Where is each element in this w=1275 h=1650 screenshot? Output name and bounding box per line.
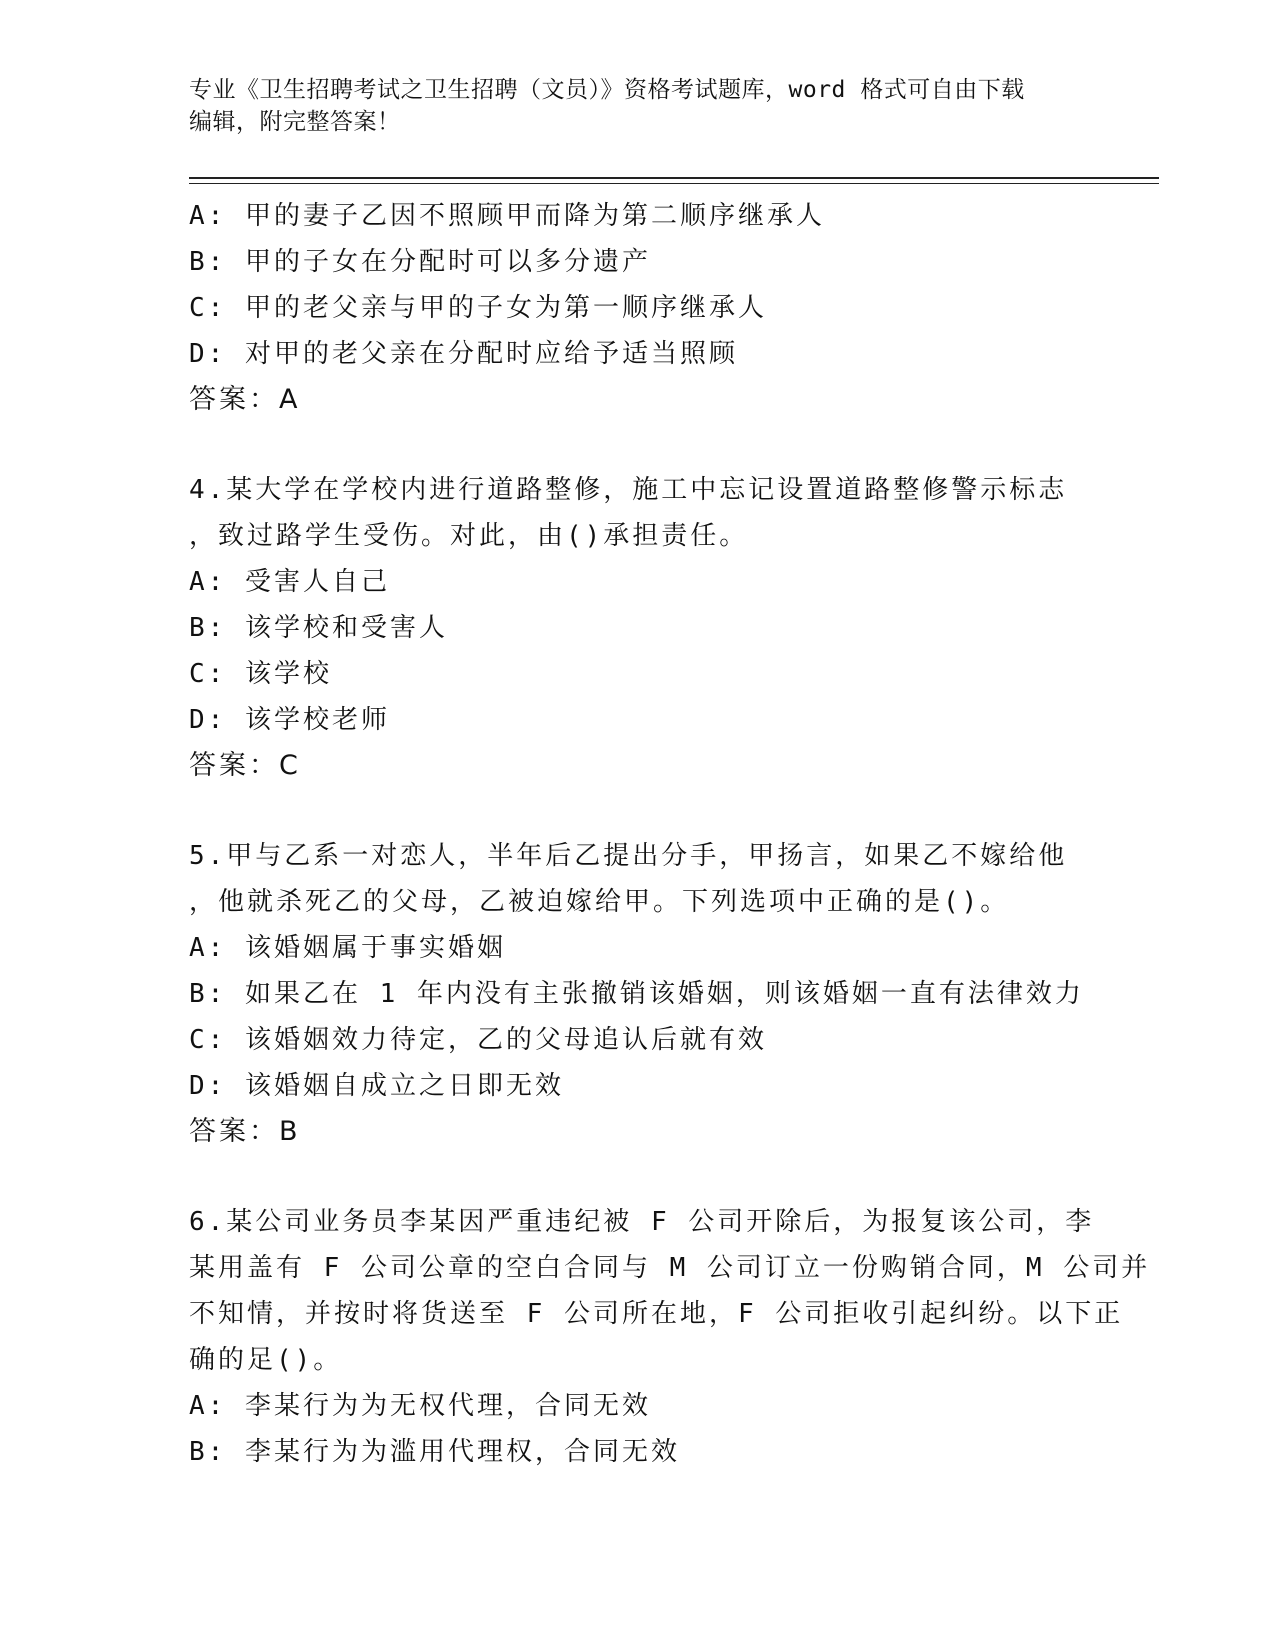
- header-line-2: 编辑，附完整答案！: [189, 109, 401, 135]
- question-stem-line: ，他就杀死乙的父母，乙被迫嫁给甲。下列选项中正确的是()。: [189, 887, 1010, 917]
- question-stem-line: ，致过路学生受伤。对此，由()承担责任。: [189, 521, 749, 551]
- option-d: D: 对甲的老父亲在分配时应给予适当照顾: [189, 339, 738, 369]
- option-b: B: 如果乙在 1 年内没有主张撤销该婚姻，则该婚姻一直有法律效力: [189, 979, 1084, 1009]
- question-stem-line: 确的足()。: [189, 1345, 343, 1375]
- option-a: A: 甲的妻子乙因不照顾甲而降为第二顺序继承人: [189, 201, 825, 231]
- answer-line: 答案：A: [189, 384, 301, 415]
- option-d: D: 该婚姻自成立之日即无效: [189, 1071, 564, 1101]
- question-gap: [189, 423, 1089, 467]
- option-a: A: 李某行为为无权代理，合同无效: [189, 1391, 651, 1421]
- answer-line: 答案：C: [189, 750, 301, 781]
- option-a: A: 受害人自己: [189, 567, 390, 597]
- option-c: C: 甲的老父亲与甲的子女为第一顺序继承人: [189, 293, 767, 323]
- option-b: B: 李某行为为滥用代理权，合同无效: [189, 1437, 680, 1467]
- header-rule-thick: [189, 177, 1159, 179]
- question-4: [189, 467, 1089, 789]
- header-line-1: 专业《卫生招聘考试之卫生招聘（文员）》资格考试题库，word 格式可自由下载: [189, 77, 1025, 103]
- option-a: A: 该婚姻属于事实婚姻: [189, 933, 506, 963]
- option-b: B: 该学校和受害人: [189, 613, 448, 643]
- document-header: [189, 74, 1089, 138]
- question-gap: [189, 1155, 1089, 1199]
- question-5: [189, 833, 1089, 1155]
- option-c: C: 该婚姻效力待定，乙的父母追认后就有效: [189, 1025, 767, 1055]
- question-3: [189, 193, 1089, 423]
- question-stem-line: 5.甲与乙系一对恋人，半年后乙提出分手，甲扬言，如果乙不嫁给他: [189, 841, 1068, 871]
- option-c: C: 该学校: [189, 659, 332, 689]
- question-stem-line: 4.某大学在学校内进行道路整修，施工中忘记设置道路整修警示标志: [189, 475, 1068, 505]
- question-stem-line: 6.某公司业务员李某因严重违纪被 F 公司开除后，为报复该公司，李: [189, 1207, 1095, 1237]
- question-stem-line: 某用盖有 F 公司公章的空白合同与 M 公司订立一份购销合同，M 公司并: [189, 1253, 1151, 1283]
- question-stem-line: 不知情，并按时将货送至 F 公司所在地，F 公司拒收引起纠纷。以下正: [189, 1299, 1124, 1329]
- question-6: [189, 1199, 1151, 1475]
- question-gap: [189, 789, 1089, 833]
- question-list: [189, 193, 1151, 1475]
- option-b: B: 甲的子女在分配时可以多分遗产: [189, 247, 651, 277]
- answer-line: 答案：B: [189, 1116, 301, 1147]
- header-rule-thin: [189, 183, 1159, 184]
- option-d: D: 该学校老师: [189, 705, 390, 735]
